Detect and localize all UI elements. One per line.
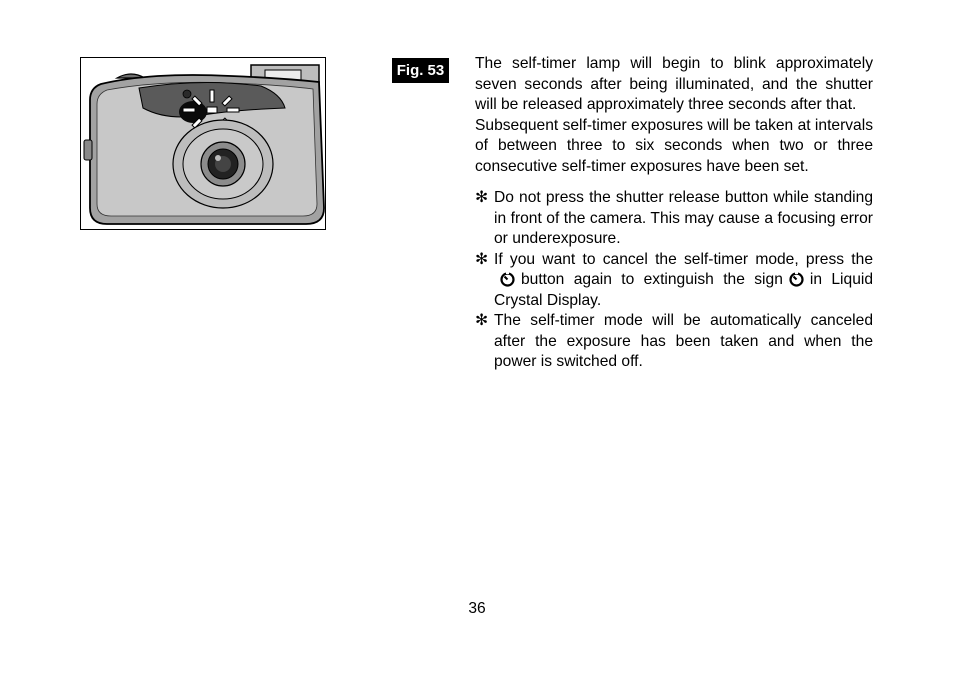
- note-auto-cancel: [475, 311, 873, 373]
- note-text-part2: button again to extinguish the sign: [521, 271, 783, 288]
- note-marker: ✻: [475, 312, 489, 329]
- figure-label: Fig. 53: [392, 58, 449, 83]
- main-text-column: [475, 54, 873, 373]
- self-timer-icon: [788, 270, 805, 287]
- note-text-part3: in Liquid Crystal Display.: [494, 271, 873, 309]
- camera-illustration: [81, 58, 327, 231]
- note-text-part1: If you want to cancel the self-timer mode, press the: [494, 250, 873, 268]
- note-text: The self-timer mode will be automatically canceled after the exposure has been taken and when the power is switched off.: [494, 312, 873, 370]
- paragraph-blink-timing: The self-timer lamp will begin to blink approximately seven seconds after being illuminated, and the shutter will be released approximately three seconds after that.: [475, 55, 873, 113]
- self-timer-icon: [499, 270, 516, 287]
- note-text: Do not press the shutter release button while standing in front of the camera. This may cause a focusing error or underexposure.: [494, 189, 873, 247]
- figure-53-illustration: [80, 57, 326, 230]
- note-marker: ✻: [475, 189, 489, 206]
- note-marker: ✻: [475, 250, 489, 268]
- page-number: 36: [468, 600, 486, 617]
- paragraph-subsequent-exposures: Subsequent self-timer exposures will be taken at intervals of between three to six seconds when two or three consecutive self-timer exposures have been set.: [475, 116, 873, 175]
- note-cancel-self-timer: [475, 250, 873, 312]
- note-do-not-stand-in-front: [475, 188, 873, 250]
